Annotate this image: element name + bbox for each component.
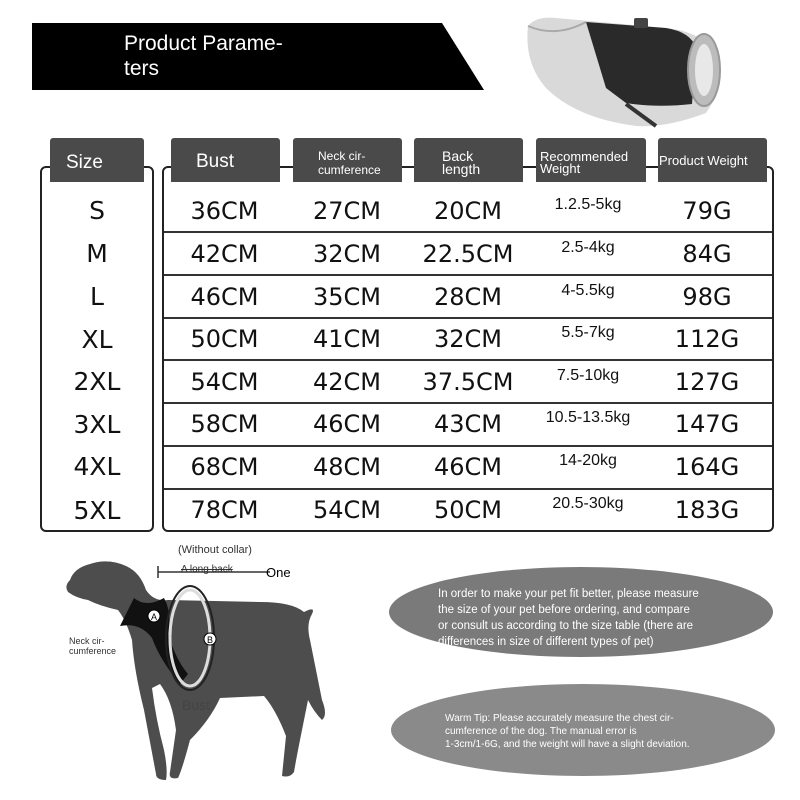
back-cell: 46CM — [433, 453, 502, 481]
bust-cell: 50CM — [190, 325, 259, 353]
neck-label-line1: Neck cir- — [69, 636, 105, 646]
back-cell: 20CM — [433, 197, 502, 225]
size-cell: M — [86, 239, 108, 268]
bust-cell: 54CM — [190, 368, 259, 396]
bust-cell: 36CM — [190, 197, 259, 225]
size-cell: 2XL — [73, 367, 121, 396]
neck-label-line2: cumference — [69, 646, 117, 656]
neck-cell: 46CM — [312, 410, 381, 438]
header-product-weight — [658, 138, 767, 182]
fit-note-line: differences in size of different types of pet) — [438, 636, 654, 648]
weight-cell: 20.5-30kg — [552, 495, 624, 512]
header-weight-line1: Recommended — [540, 149, 629, 164]
fit-note-line: or consult us according to the size table (there are — [438, 620, 694, 632]
dog-silhouette — [66, 561, 325, 780]
back-cell: 43CM — [433, 410, 502, 438]
back-cell: 22.5CM — [422, 240, 514, 268]
product-weight-cell: 127G — [674, 368, 740, 396]
tip-note-line: cumference of the dog. The manual error is — [445, 726, 637, 737]
size-cell: L — [90, 282, 104, 311]
product-weight-cell: 147G — [674, 410, 740, 438]
table-row — [162, 361, 774, 403]
back-length-one: One — [266, 565, 291, 580]
page-title — [124, 31, 314, 81]
header-recommended-weight — [536, 138, 646, 182]
neck-cell: 35CM — [312, 283, 381, 311]
back-cell: 32CM — [433, 325, 502, 353]
fit-note-line: In order to make your pet fit better, please measure — [438, 588, 699, 600]
header-product-weight-label: Product Weight — [659, 153, 748, 168]
neck-cell: 48CM — [312, 453, 381, 481]
neck-cell: 54CM — [312, 496, 381, 524]
neck-cell: 32CM — [312, 240, 381, 268]
size-cell: S — [89, 196, 105, 225]
product-weight-cell: 79G — [682, 197, 732, 225]
weight-cell: 5.5-7kg — [561, 324, 615, 341]
back-cell: 50CM — [433, 496, 502, 524]
product-weight-cell: 98G — [682, 283, 732, 311]
neck-cell: 27CM — [312, 197, 381, 225]
neck-cell: 41CM — [312, 325, 381, 353]
dog-vest-image — [516, 8, 726, 136]
header-neck — [293, 138, 402, 182]
header-bust — [171, 138, 280, 182]
product-weight-cell: 112G — [674, 325, 740, 353]
table-row — [162, 489, 774, 531]
without-collar-label: (Without collar) — [178, 544, 252, 556]
size-cell: 5XL — [73, 496, 121, 525]
weight-cell: 7.5-10kg — [556, 367, 620, 384]
tip-note-line: Warm Tip: Please accurately measure the chest cir- — [445, 713, 674, 724]
header-size — [50, 138, 144, 182]
back-cell: 37.5CM — [422, 368, 514, 396]
size-cell: 3XL — [73, 410, 121, 439]
weight-cell: 1.2.5-5kg — [554, 196, 622, 213]
back-length-label: A long back — [181, 564, 233, 575]
dog-measurement-diagram — [60, 550, 340, 790]
fit-note-line: the size of your pet before ordering, and compare — [438, 604, 690, 616]
table-row — [162, 276, 774, 318]
warm-tip-note — [445, 712, 690, 751]
bust-cell: 42CM — [190, 240, 259, 268]
weight-cell: 14-20kg — [559, 452, 617, 469]
product-weight-cell: 84G — [682, 240, 732, 268]
header-weight-line2: Weight — [540, 161, 581, 176]
bust-cell: 58CM — [190, 410, 259, 438]
bust-cell: 68CM — [190, 453, 259, 481]
header-back-line1: Back — [442, 148, 474, 164]
header-neck-line2: cumference — [318, 163, 381, 177]
page-title-text: Product Parame- ters — [124, 32, 283, 80]
bust-cell: 78CM — [190, 496, 259, 524]
product-weight-cell: 164G — [674, 453, 740, 481]
weight-cell: 10.5-13.5kg — [545, 409, 631, 426]
back-cell: 28CM — [433, 283, 502, 311]
product-weight-cell: 183G — [674, 496, 740, 524]
size-cell: 4XL — [73, 452, 121, 481]
header-neck-line1: Neck cir- — [318, 149, 366, 163]
tip-note-line: 1-3cm/1-6G, and the weight will have a slight deviation. — [445, 739, 690, 750]
header-size-label: Size — [66, 152, 103, 173]
neck-cell: 42CM — [312, 368, 381, 396]
table-row — [162, 318, 774, 360]
table-row — [162, 190, 774, 232]
fit-note — [438, 586, 699, 650]
bust-cell: 46CM — [190, 283, 259, 311]
marker-b: B — [206, 635, 214, 645]
size-cell: XL — [81, 325, 113, 354]
marker-a: A — [150, 612, 158, 622]
weight-cell: 2.5-4kg — [561, 239, 615, 256]
bust-diagram-label: Bust — [182, 697, 211, 713]
table-row — [162, 403, 774, 445]
header-back — [414, 138, 523, 182]
header-bust-label: Bust — [196, 151, 235, 172]
table-row — [162, 446, 774, 488]
header-back-line2: length — [442, 161, 481, 177]
table-row — [162, 233, 774, 275]
weight-cell: 4-5.5kg — [561, 282, 615, 299]
